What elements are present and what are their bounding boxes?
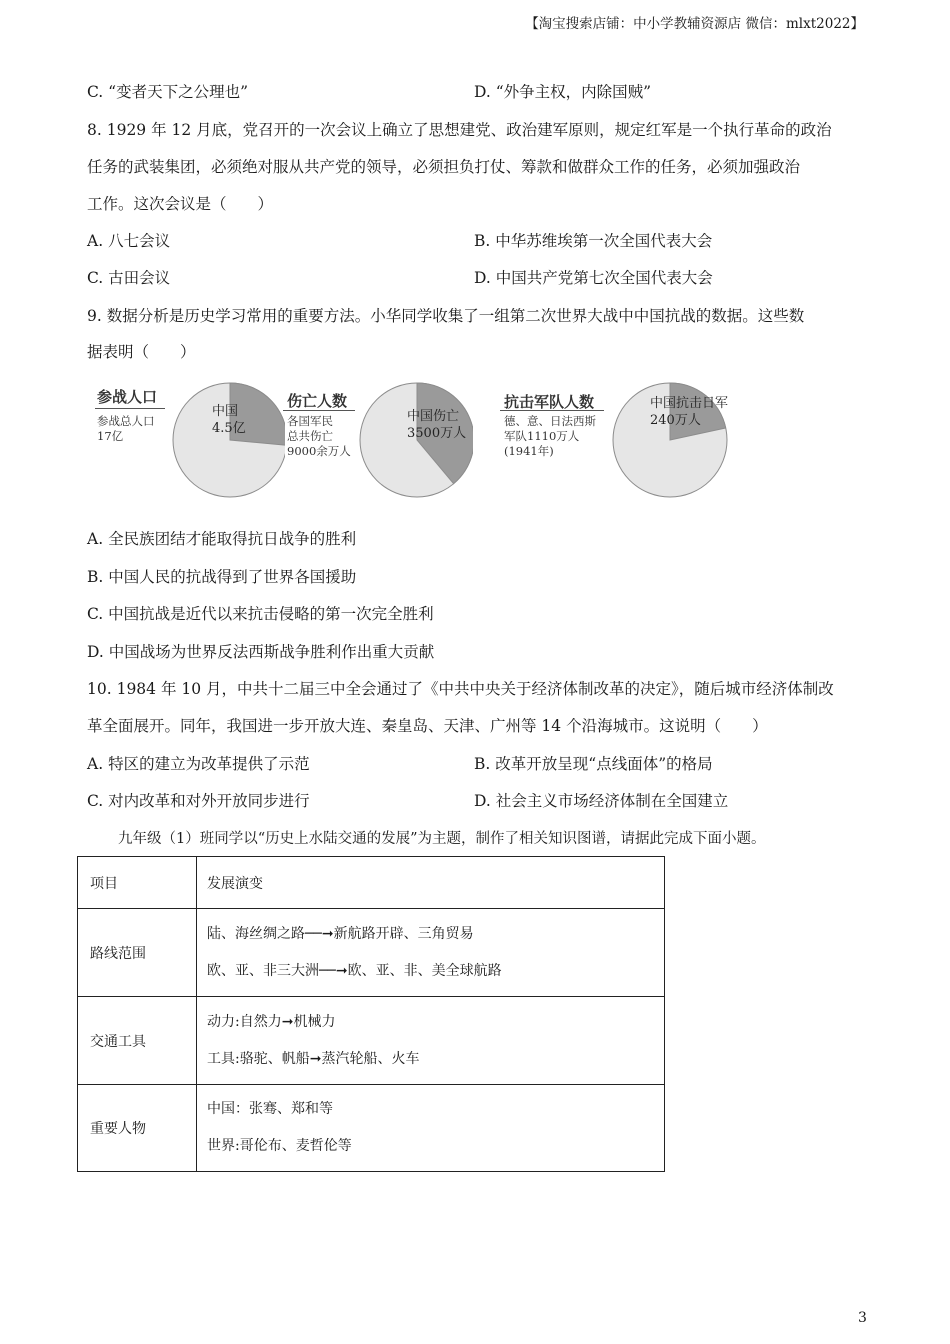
option-letter: A.	[87, 232, 104, 250]
table-row	[78, 997, 665, 1085]
q8-stem-line-2: 任务的武装集团，必须绝对服从共产党的领导，必须担负打仗、筹款和做群众工作的任务，必须加强政治	[87, 158, 801, 176]
option-letter: B.	[87, 568, 104, 586]
page-header: 【淘宝搜索店铺：中小学教辅资源店 微信：mlxt2022】	[525, 16, 864, 32]
q8-option-a	[87, 231, 170, 251]
row-item-cell: 交通工具	[78, 997, 197, 1085]
q7-option-d	[474, 82, 651, 102]
row-content-cell	[197, 1085, 665, 1172]
row-content-cell	[197, 997, 665, 1085]
chart-title: 抗击军队人数	[504, 393, 595, 411]
knowledge-table	[77, 856, 665, 1172]
total-label: 参战总人口 17亿	[97, 414, 155, 443]
header-cell-item: 项目	[78, 857, 197, 909]
row-line: 工具:骆驼、帆船➞蒸汽轮船、火车	[207, 1050, 420, 1067]
q9-option-b	[87, 567, 356, 587]
pie-chart-troops	[500, 378, 760, 506]
row-line: 动力:自然力➞机械力	[207, 1013, 336, 1030]
option-letter: C.	[87, 269, 104, 287]
q9-option-c	[87, 604, 434, 624]
q8-stem-line-3: 工作。这次会议是（ ）	[87, 195, 274, 213]
chart-title: 伤亡人数	[287, 392, 348, 410]
option-letter: D.	[87, 643, 104, 661]
total-label: 德、意、日法西斯 军队1110万人 (1941年)	[504, 414, 596, 458]
material-intro: 九年级（1）班同学以“历史上水陆交通的发展”为主题，制作了相关知识图谱，请据此完成下面小题。	[118, 831, 766, 847]
option-text: 中国抗战是近代以来抗击侵略的第一次完全胜利	[108, 605, 434, 623]
pie-chart-casualties	[283, 378, 473, 506]
row-line: 世界:哥伦布、麦哲伦等	[207, 1138, 352, 1154]
q9-option-d	[87, 642, 434, 662]
option-letter: A.	[87, 530, 104, 548]
option-letter: C.	[87, 83, 104, 101]
q7-option-c	[87, 82, 248, 102]
row-line: 欧、亚、非三大洲──➞欧、亚、非、美全球航路	[207, 962, 502, 979]
row-content-cell	[197, 909, 665, 997]
q8-option-c	[87, 268, 170, 288]
option-text: 特区的建立为改革提供了示范	[108, 755, 310, 773]
option-letter: C.	[87, 792, 104, 810]
row-item-cell: 路线范围	[78, 909, 197, 997]
option-text: 古田会议	[108, 269, 171, 287]
option-text: 八七会议	[108, 232, 171, 250]
q9-stem-line-1: 9. 数据分析是历史学习常用的重要方法。小华同学收集了一组第二次世界大战中中国抗战的数据。这些数	[87, 307, 805, 325]
title-underline	[500, 410, 604, 411]
option-text: 社会主义市场经济体制在全国建立	[495, 792, 729, 810]
option-text: 中国战场为世界反法西斯战争胜利作出重大贡献	[108, 643, 435, 661]
option-text: 对内改革和对外开放同步进行	[108, 792, 310, 810]
q10-option-a	[87, 754, 310, 774]
header-cell-evolution: 发展演变	[197, 857, 665, 909]
option-text: 全民族团结才能取得抗日战争的胜利	[108, 530, 357, 548]
q10-option-d	[474, 791, 728, 811]
option-letter: D.	[474, 792, 491, 810]
q10-option-c	[87, 791, 310, 811]
option-letter: D.	[474, 83, 491, 101]
option-letter: C.	[87, 605, 104, 623]
q8-option-b	[474, 231, 712, 251]
option-letter: A.	[87, 755, 104, 773]
q10-option-b	[474, 754, 713, 774]
table-row	[78, 1085, 665, 1172]
option-letter: D.	[474, 269, 491, 287]
q8-option-d	[474, 268, 713, 288]
title-underline	[95, 408, 165, 409]
row-line: 陆、海丝绸之路──➞新航路开辟、三角贸易	[207, 925, 474, 942]
q9-stem-line-2: 据表明（ ）	[87, 343, 196, 361]
option-text: “外争主权，内除国贼”	[495, 83, 652, 101]
q9-option-a	[87, 529, 356, 549]
total-label: 各国军民 总共伤亡 9000余万人	[287, 414, 351, 458]
option-text: 中华苏维埃第一次全国代表大会	[495, 232, 713, 250]
option-text: 中国共产党第七次全国代表大会	[495, 269, 713, 287]
q10-stem-line-2: 革全面展开。同年，我国进一步开放大连、秦皇岛、天津、广州等 14 个沿海城市。这说明（ ）	[87, 717, 768, 735]
option-text: “变者天下之公理也”	[108, 83, 249, 101]
china-slice-label: 中国伤亡 3500万人	[407, 409, 467, 441]
q8-stem-line-1: 8. 1929 年 12 月底，党召开的一次会议上确立了思想建党、政治建军原则，规定红军是一个执行革命的政治	[87, 121, 832, 139]
q10-stem-line-1: 10. 1984 年 10 月，中共十二届三中全会通过了《中共中央关于经济体制改革的决定》，随后城市经济体制改	[87, 680, 834, 698]
title-underline	[283, 410, 355, 411]
chart-title: 参战人口	[97, 388, 158, 406]
page-number: 3	[858, 1310, 867, 1326]
row-item-cell: 重要人物	[78, 1085, 197, 1172]
option-text: 中国人民的抗战得到了世界各国援助	[108, 568, 357, 586]
pie-chart-population	[95, 378, 285, 506]
china-slice-label: 中国抗击日军 240万人	[650, 396, 729, 428]
table-header-row	[78, 857, 665, 909]
option-text: 改革开放呈现“点线面体”的格局	[495, 755, 713, 773]
china-slice-label: 中国 4.5亿	[212, 404, 246, 436]
option-letter: B.	[474, 755, 491, 773]
row-line: 中国：张骞、郑和等	[207, 1101, 333, 1117]
option-letter: B.	[474, 232, 491, 250]
table-row	[78, 909, 665, 997]
